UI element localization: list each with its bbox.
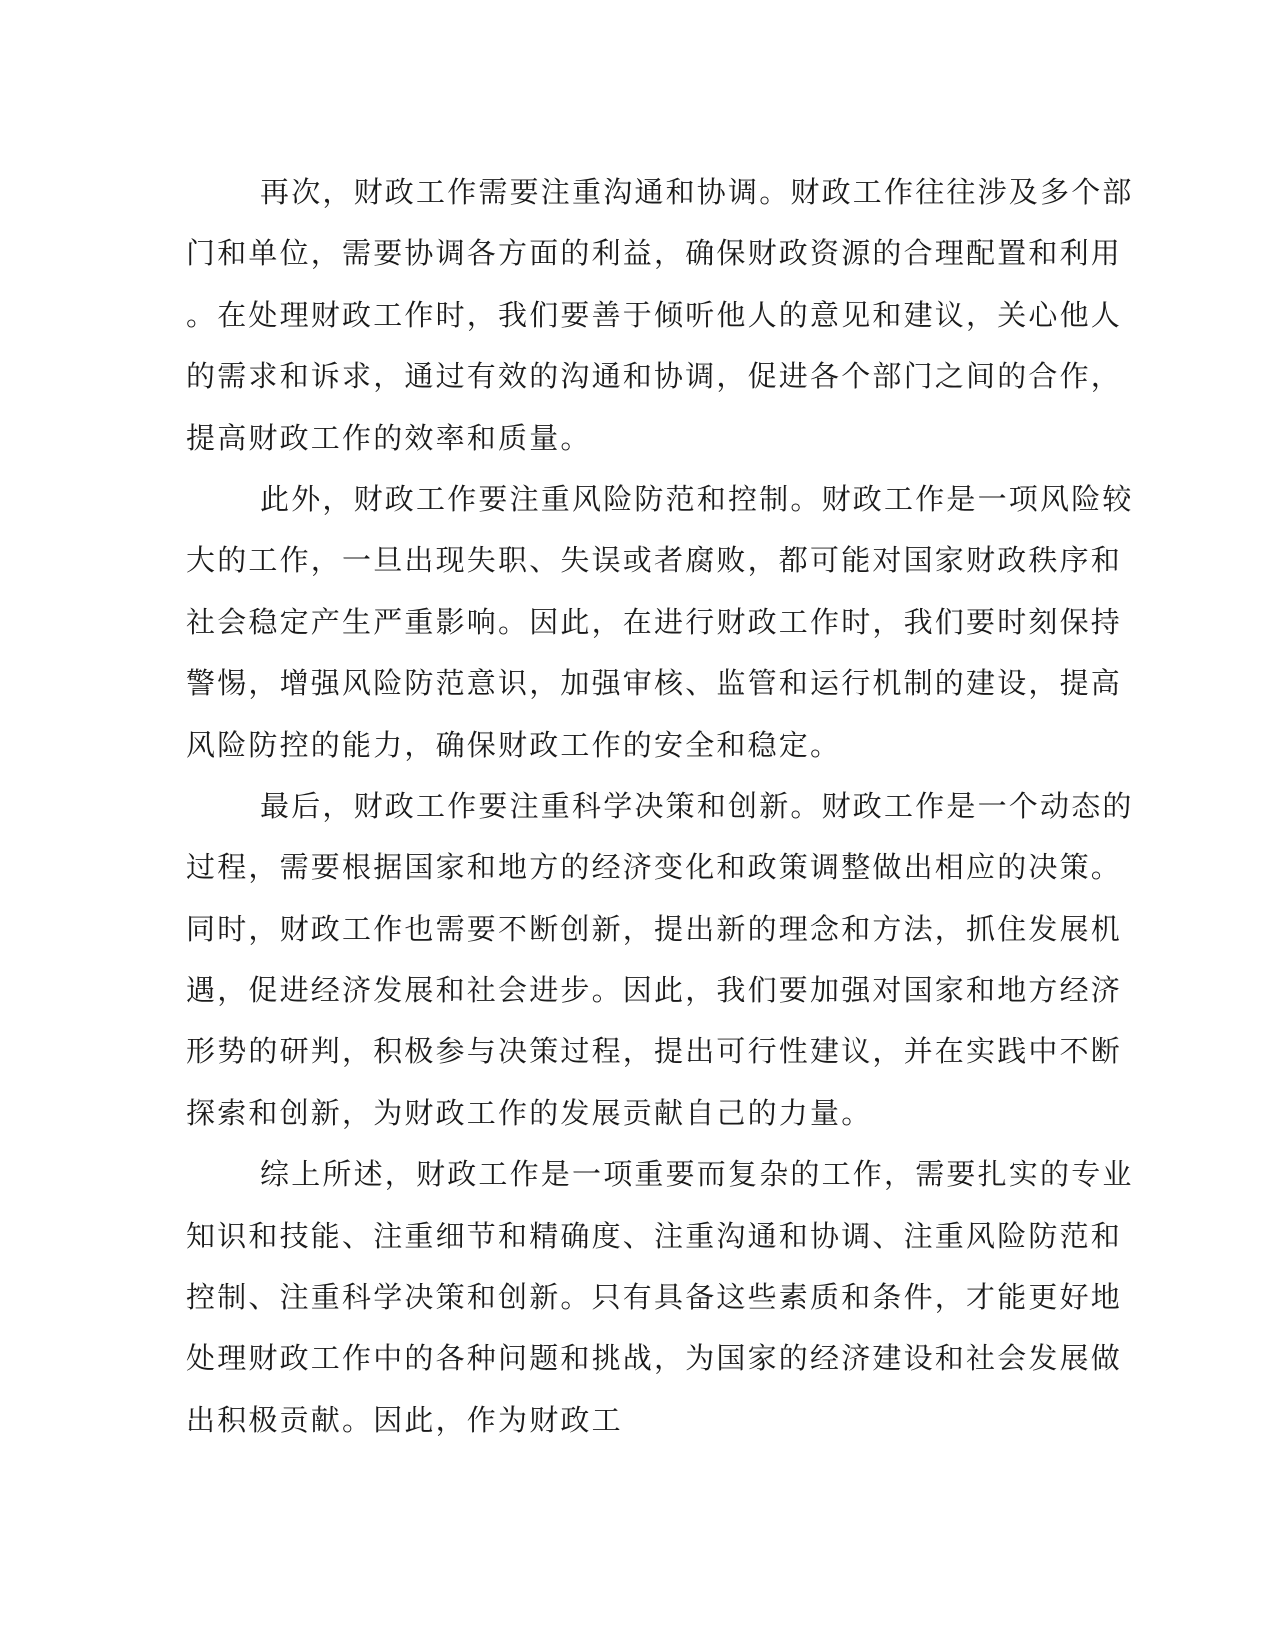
text-line: 过程，需要根据国家和地方的经济变化和政策调整做出相应的决策。 xyxy=(186,850,1123,885)
text-line: 的需求和诉求，通过有效的沟通和协调，促进各个部门之间的合作， xyxy=(186,359,1123,394)
text-line: 遇，促进经济发展和社会进步。因此，我们要加强对国家和地方经济 xyxy=(186,973,1123,1008)
text-line: 提高财政工作的效率和质量。 xyxy=(186,420,592,455)
text-line: 探索和创新，为财政工作的发展贡献自己的力量。 xyxy=(186,1095,873,1130)
text-line: 知识和技能、注重细节和精确度、注重沟通和协调、注重风险防范和 xyxy=(186,1218,1123,1253)
text-line: 控制、注重科学决策和创新。只有具备这些素质和条件，才能更好地 xyxy=(186,1280,1123,1315)
text-line: 警惕，增强风险防范意识，加强审核、监管和运行机制的建设，提高 xyxy=(186,666,1123,701)
text-line: 综上所述，财政工作是一项重要而复杂的工作，需要扎实的专业 xyxy=(260,1157,1134,1192)
text-line: 此外，财政工作要注重风险防范和控制。财政工作是一项风险较 xyxy=(260,481,1134,516)
text-line: 同时，财政工作也需要不断创新，提出新的理念和方法，抓住发展机 xyxy=(186,911,1123,946)
text-line: 风险防控的能力，确保财政工作的安全和稳定。 xyxy=(186,727,842,762)
paragraph xyxy=(186,776,1134,1144)
text-line: 再次，财政工作需要注重沟通和协调。财政工作往往涉及多个部 xyxy=(260,175,1134,209)
document-body xyxy=(186,162,1134,1451)
text-line: 门和单位，需要协调各方面的利益，确保财政资源的合理配置和利用 xyxy=(186,236,1123,271)
text-line: 大的工作，一旦出现失职、失误或者腐败，都可能对国家财政秩序和 xyxy=(186,543,1123,578)
text-line: 。在处理财政工作时，我们要善于倾听他人的意见和建议，关心他人 xyxy=(186,297,1123,332)
text-line: 社会稳定产生严重影响。因此，在进行财政工作时，我们要时刻保持 xyxy=(186,604,1123,639)
text-line: 出积极贡献。因此，作为财政工 xyxy=(186,1402,623,1437)
paragraph xyxy=(186,469,1134,776)
paragraph xyxy=(186,162,1134,469)
text-line: 最后，财政工作要注重科学决策和创新。财政工作是一个动态的 xyxy=(260,788,1134,823)
paragraph xyxy=(186,1144,1134,1451)
text-line: 形势的研判，积极参与决策过程，提出可行性建议，并在实践中不断 xyxy=(186,1034,1123,1069)
text-line: 处理财政工作中的各种问题和挑战，为国家的经济建设和社会发展做 xyxy=(186,1341,1123,1376)
